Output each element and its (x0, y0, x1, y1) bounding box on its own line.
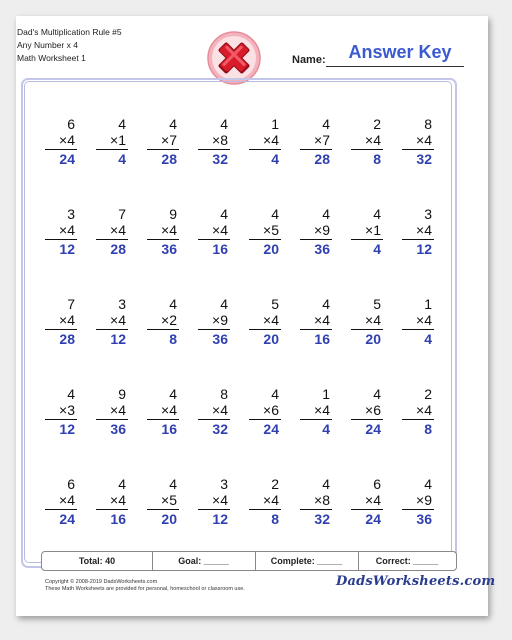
multiplier: ×4 (365, 132, 381, 148)
multiplication-problem (235, 386, 287, 446)
answer-line (351, 239, 383, 240)
problem-row (31, 116, 443, 176)
product-answer: 4 (424, 331, 432, 347)
product-answer: 16 (161, 421, 177, 437)
multiplication-problem (286, 116, 338, 176)
worksheet-title: Dad's Multiplication Rule #5 (17, 27, 122, 37)
multiplicand: 4 (220, 206, 228, 222)
answer-line (402, 509, 434, 510)
product-answer: 16 (314, 331, 330, 347)
answer-line (351, 419, 383, 420)
multiplier: ×4 (314, 402, 330, 418)
multiplicand: 3 (118, 296, 126, 312)
multiplicand: 4 (169, 296, 177, 312)
multiplication-problem (82, 296, 134, 356)
multiplier: ×4 (110, 402, 126, 418)
answer-line (351, 149, 383, 150)
multiplier: ×4 (416, 222, 432, 238)
answer-line (402, 329, 434, 330)
answer-line (198, 509, 230, 510)
answer-line (45, 149, 77, 150)
multiplicand: 6 (67, 116, 75, 132)
product-answer: 12 (110, 331, 126, 347)
multiplication-problem (337, 296, 389, 356)
multiplicand: 7 (118, 206, 126, 222)
answer-line (402, 239, 434, 240)
multiplier: ×2 (161, 312, 177, 328)
multiplication-problem (31, 206, 83, 266)
multiplication-problem (82, 116, 134, 176)
multiplication-problem (82, 206, 134, 266)
answer-line (198, 329, 230, 330)
product-answer: 12 (212, 511, 228, 527)
multiplication-problem (337, 116, 389, 176)
multiplier: ×4 (110, 222, 126, 238)
multiplicand: 2 (373, 116, 381, 132)
multiplication-problem (184, 116, 236, 176)
multiplication-problem (133, 206, 185, 266)
product-answer: 4 (373, 241, 381, 257)
problem-row (31, 296, 443, 356)
answer-line (45, 419, 77, 420)
multiplier: ×1 (365, 222, 381, 238)
answer-line (96, 239, 128, 240)
answer-line (249, 509, 281, 510)
product-answer: 16 (110, 511, 126, 527)
multiplicand: 6 (67, 476, 75, 492)
answer-line (300, 509, 332, 510)
multiplicand: 8 (424, 116, 432, 132)
multiplicand: 4 (271, 386, 279, 402)
multiplier: ×4 (59, 132, 75, 148)
product-answer: 24 (365, 421, 381, 437)
multiplicand: 4 (424, 476, 432, 492)
multiplication-problem (235, 476, 287, 536)
multiplier: ×9 (416, 492, 432, 508)
answer-key-title: Answer Key (348, 42, 452, 62)
multiplicand: 4 (169, 476, 177, 492)
answer-line (147, 239, 179, 240)
complete-label: Complete: _____ (270, 556, 343, 566)
multiplier: ×5 (161, 492, 177, 508)
multiplicand: 1 (271, 116, 279, 132)
answer-line (147, 149, 179, 150)
multiplication-problem (388, 116, 440, 176)
multiplier: ×4 (161, 222, 177, 238)
multiplicand: 4 (322, 206, 330, 222)
multiplier: ×4 (161, 402, 177, 418)
multiplication-problem (388, 206, 440, 266)
answer-line (402, 149, 434, 150)
multiplication-problem (388, 296, 440, 356)
product-answer: 36 (314, 241, 330, 257)
multiplier: ×4 (416, 312, 432, 328)
multiplier: ×4 (59, 312, 75, 328)
product-answer: 28 (314, 151, 330, 167)
answer-line (96, 419, 128, 420)
name-field (292, 44, 464, 68)
multiplier: ×4 (212, 492, 228, 508)
multiplier: ×4 (212, 222, 228, 238)
multiplier: ×4 (365, 312, 381, 328)
product-answer: 36 (416, 511, 432, 527)
answer-line (300, 149, 332, 150)
multiplicand: 4 (169, 386, 177, 402)
multiplication-problem (337, 386, 389, 446)
answer-line (96, 509, 128, 510)
answer-line (45, 329, 77, 330)
multiplicand: 5 (373, 296, 381, 312)
multiplication-problem (184, 206, 236, 266)
answer-line (249, 419, 281, 420)
multiplication-problem (286, 476, 338, 536)
multiplier: ×7 (161, 132, 177, 148)
multiplicand: 4 (373, 206, 381, 222)
multiplication-problem (235, 116, 287, 176)
multiplicand: 4 (322, 296, 330, 312)
copyright-notice (45, 579, 245, 593)
multiplicand: 7 (67, 296, 75, 312)
product-answer: 28 (59, 331, 75, 347)
name-underline (326, 66, 464, 67)
multiplier: ×4 (212, 402, 228, 418)
multiplier: ×4 (110, 492, 126, 508)
multiplicand: 6 (373, 476, 381, 492)
answer-line (147, 509, 179, 510)
product-answer: 32 (416, 151, 432, 167)
product-answer: 16 (212, 241, 228, 257)
product-answer: 32 (212, 421, 228, 437)
multiplier: ×4 (416, 402, 432, 418)
product-answer: 20 (365, 331, 381, 347)
answer-line (198, 239, 230, 240)
multiplicand: 4 (271, 206, 279, 222)
multiplication-problem (337, 476, 389, 536)
product-answer: 4 (322, 421, 330, 437)
total-label: Total: 40 (78, 556, 116, 566)
multiplication-problem (388, 476, 440, 536)
answer-line (351, 329, 383, 330)
product-answer: 8 (271, 511, 279, 527)
answer-line (45, 239, 77, 240)
multiplier: ×6 (263, 402, 279, 418)
worksheet-header-text (17, 26, 122, 65)
usage-line: These Math Worksheets are provided for personal, homeschool or classroom use. (45, 586, 245, 592)
answer-line (300, 419, 332, 420)
multiplicand: 1 (322, 386, 330, 402)
brand-logo: DadsWorksheets.com (336, 574, 496, 589)
answer-line (249, 149, 281, 150)
multiplication-problem (31, 296, 83, 356)
multiplier: ×9 (212, 312, 228, 328)
multiplication-problem (286, 386, 338, 446)
multiplication-problem (31, 386, 83, 446)
multiplier: ×6 (365, 402, 381, 418)
multiplication-problem (82, 386, 134, 446)
multiplication-problem (184, 386, 236, 446)
product-answer: 24 (59, 511, 75, 527)
product-answer: 28 (161, 151, 177, 167)
multiplication-problem (82, 476, 134, 536)
answer-line (300, 239, 332, 240)
product-answer: 8 (169, 331, 177, 347)
multiplication-problem (133, 296, 185, 356)
multiplier: ×4 (59, 492, 75, 508)
multiplication-problem (286, 296, 338, 356)
product-answer: 8 (373, 151, 381, 167)
multiplier: ×4 (110, 312, 126, 328)
multiplication-problem (235, 296, 287, 356)
multiplication-problem (133, 116, 185, 176)
multiplication-problem (235, 206, 287, 266)
problem-row (31, 206, 443, 266)
answer-line (402, 419, 434, 420)
product-answer: 32 (314, 511, 330, 527)
multiplicand: 9 (118, 386, 126, 402)
multiplicand: 9 (169, 206, 177, 222)
multiplication-problem (31, 116, 83, 176)
multiplication-problem (337, 206, 389, 266)
multiplicand: 2 (424, 386, 432, 402)
multiplicand: 3 (67, 206, 75, 222)
product-answer: 20 (263, 331, 279, 347)
goal-label: Goal: _____ (178, 556, 229, 566)
score-footer (41, 551, 457, 571)
multiplier: ×7 (314, 132, 330, 148)
multiplier: ×4 (263, 312, 279, 328)
multiplication-problem (286, 206, 338, 266)
answer-line (249, 329, 281, 330)
multiplier: ×8 (212, 132, 228, 148)
product-answer: 32 (212, 151, 228, 167)
product-answer: 12 (59, 421, 75, 437)
multiplicand: 4 (322, 476, 330, 492)
multiplicand: 2 (271, 476, 279, 492)
product-answer: 24 (59, 151, 75, 167)
answer-line (198, 149, 230, 150)
answer-line (147, 419, 179, 420)
multiplicand: 4 (322, 116, 330, 132)
multiplicand: 4 (220, 296, 228, 312)
multiplicand: 4 (118, 476, 126, 492)
multiplier: ×4 (416, 132, 432, 148)
multiplicand: 4 (373, 386, 381, 402)
answer-line (351, 509, 383, 510)
answer-line (96, 149, 128, 150)
multiplicand: 4 (67, 386, 75, 402)
multiplication-problem (133, 476, 185, 536)
multiplicand: 5 (271, 296, 279, 312)
worksheet-subtitle: Any Number x 4 (17, 40, 78, 50)
answer-line (147, 329, 179, 330)
multiplication-problem (184, 476, 236, 536)
multiplicand: 4 (169, 116, 177, 132)
product-answer: 36 (161, 241, 177, 257)
multiplication-problem (133, 386, 185, 446)
multiplier: ×4 (59, 222, 75, 238)
product-answer: 8 (424, 421, 432, 437)
product-answer: 12 (416, 241, 432, 257)
answer-line (198, 419, 230, 420)
multiplier: ×4 (263, 132, 279, 148)
problem-row (31, 476, 443, 536)
product-answer: 28 (110, 241, 126, 257)
product-answer: 4 (118, 151, 126, 167)
product-answer: 20 (161, 511, 177, 527)
correct-label: Correct: _____ (375, 556, 439, 566)
answer-line (45, 509, 77, 510)
multiplication-problem (31, 476, 83, 536)
answer-line (96, 329, 128, 330)
multiplier: ×5 (263, 222, 279, 238)
multiplicand: 3 (220, 476, 228, 492)
multiplier: ×1 (110, 132, 126, 148)
product-answer: 36 (110, 421, 126, 437)
multiplier: ×8 (314, 492, 330, 508)
problem-row (31, 386, 443, 446)
product-answer: 20 (263, 241, 279, 257)
multiplication-problem (388, 386, 440, 446)
multiplier: ×4 (263, 492, 279, 508)
answer-line (249, 239, 281, 240)
product-answer: 24 (365, 511, 381, 527)
name-label: Name: (292, 54, 326, 66)
product-answer: 36 (212, 331, 228, 347)
multiplicand: 8 (220, 386, 228, 402)
multiplicand: 3 (424, 206, 432, 222)
product-answer: 24 (263, 421, 279, 437)
multiplier: ×9 (314, 222, 330, 238)
multiplier: ×3 (59, 402, 75, 418)
multiplier: ×4 (314, 312, 330, 328)
multiplicand: 4 (118, 116, 126, 132)
answer-line (300, 329, 332, 330)
multiplication-problem (184, 296, 236, 356)
worksheet-number: Math Worksheet 1 (17, 53, 86, 63)
product-answer: 4 (271, 151, 279, 167)
copyright-line: Copyright © 2008-2019 DadsWorksheets.com (45, 579, 158, 585)
multiplicand: 4 (220, 116, 228, 132)
multiplier: ×4 (365, 492, 381, 508)
multiplicand: 1 (424, 296, 432, 312)
product-answer: 12 (59, 241, 75, 257)
